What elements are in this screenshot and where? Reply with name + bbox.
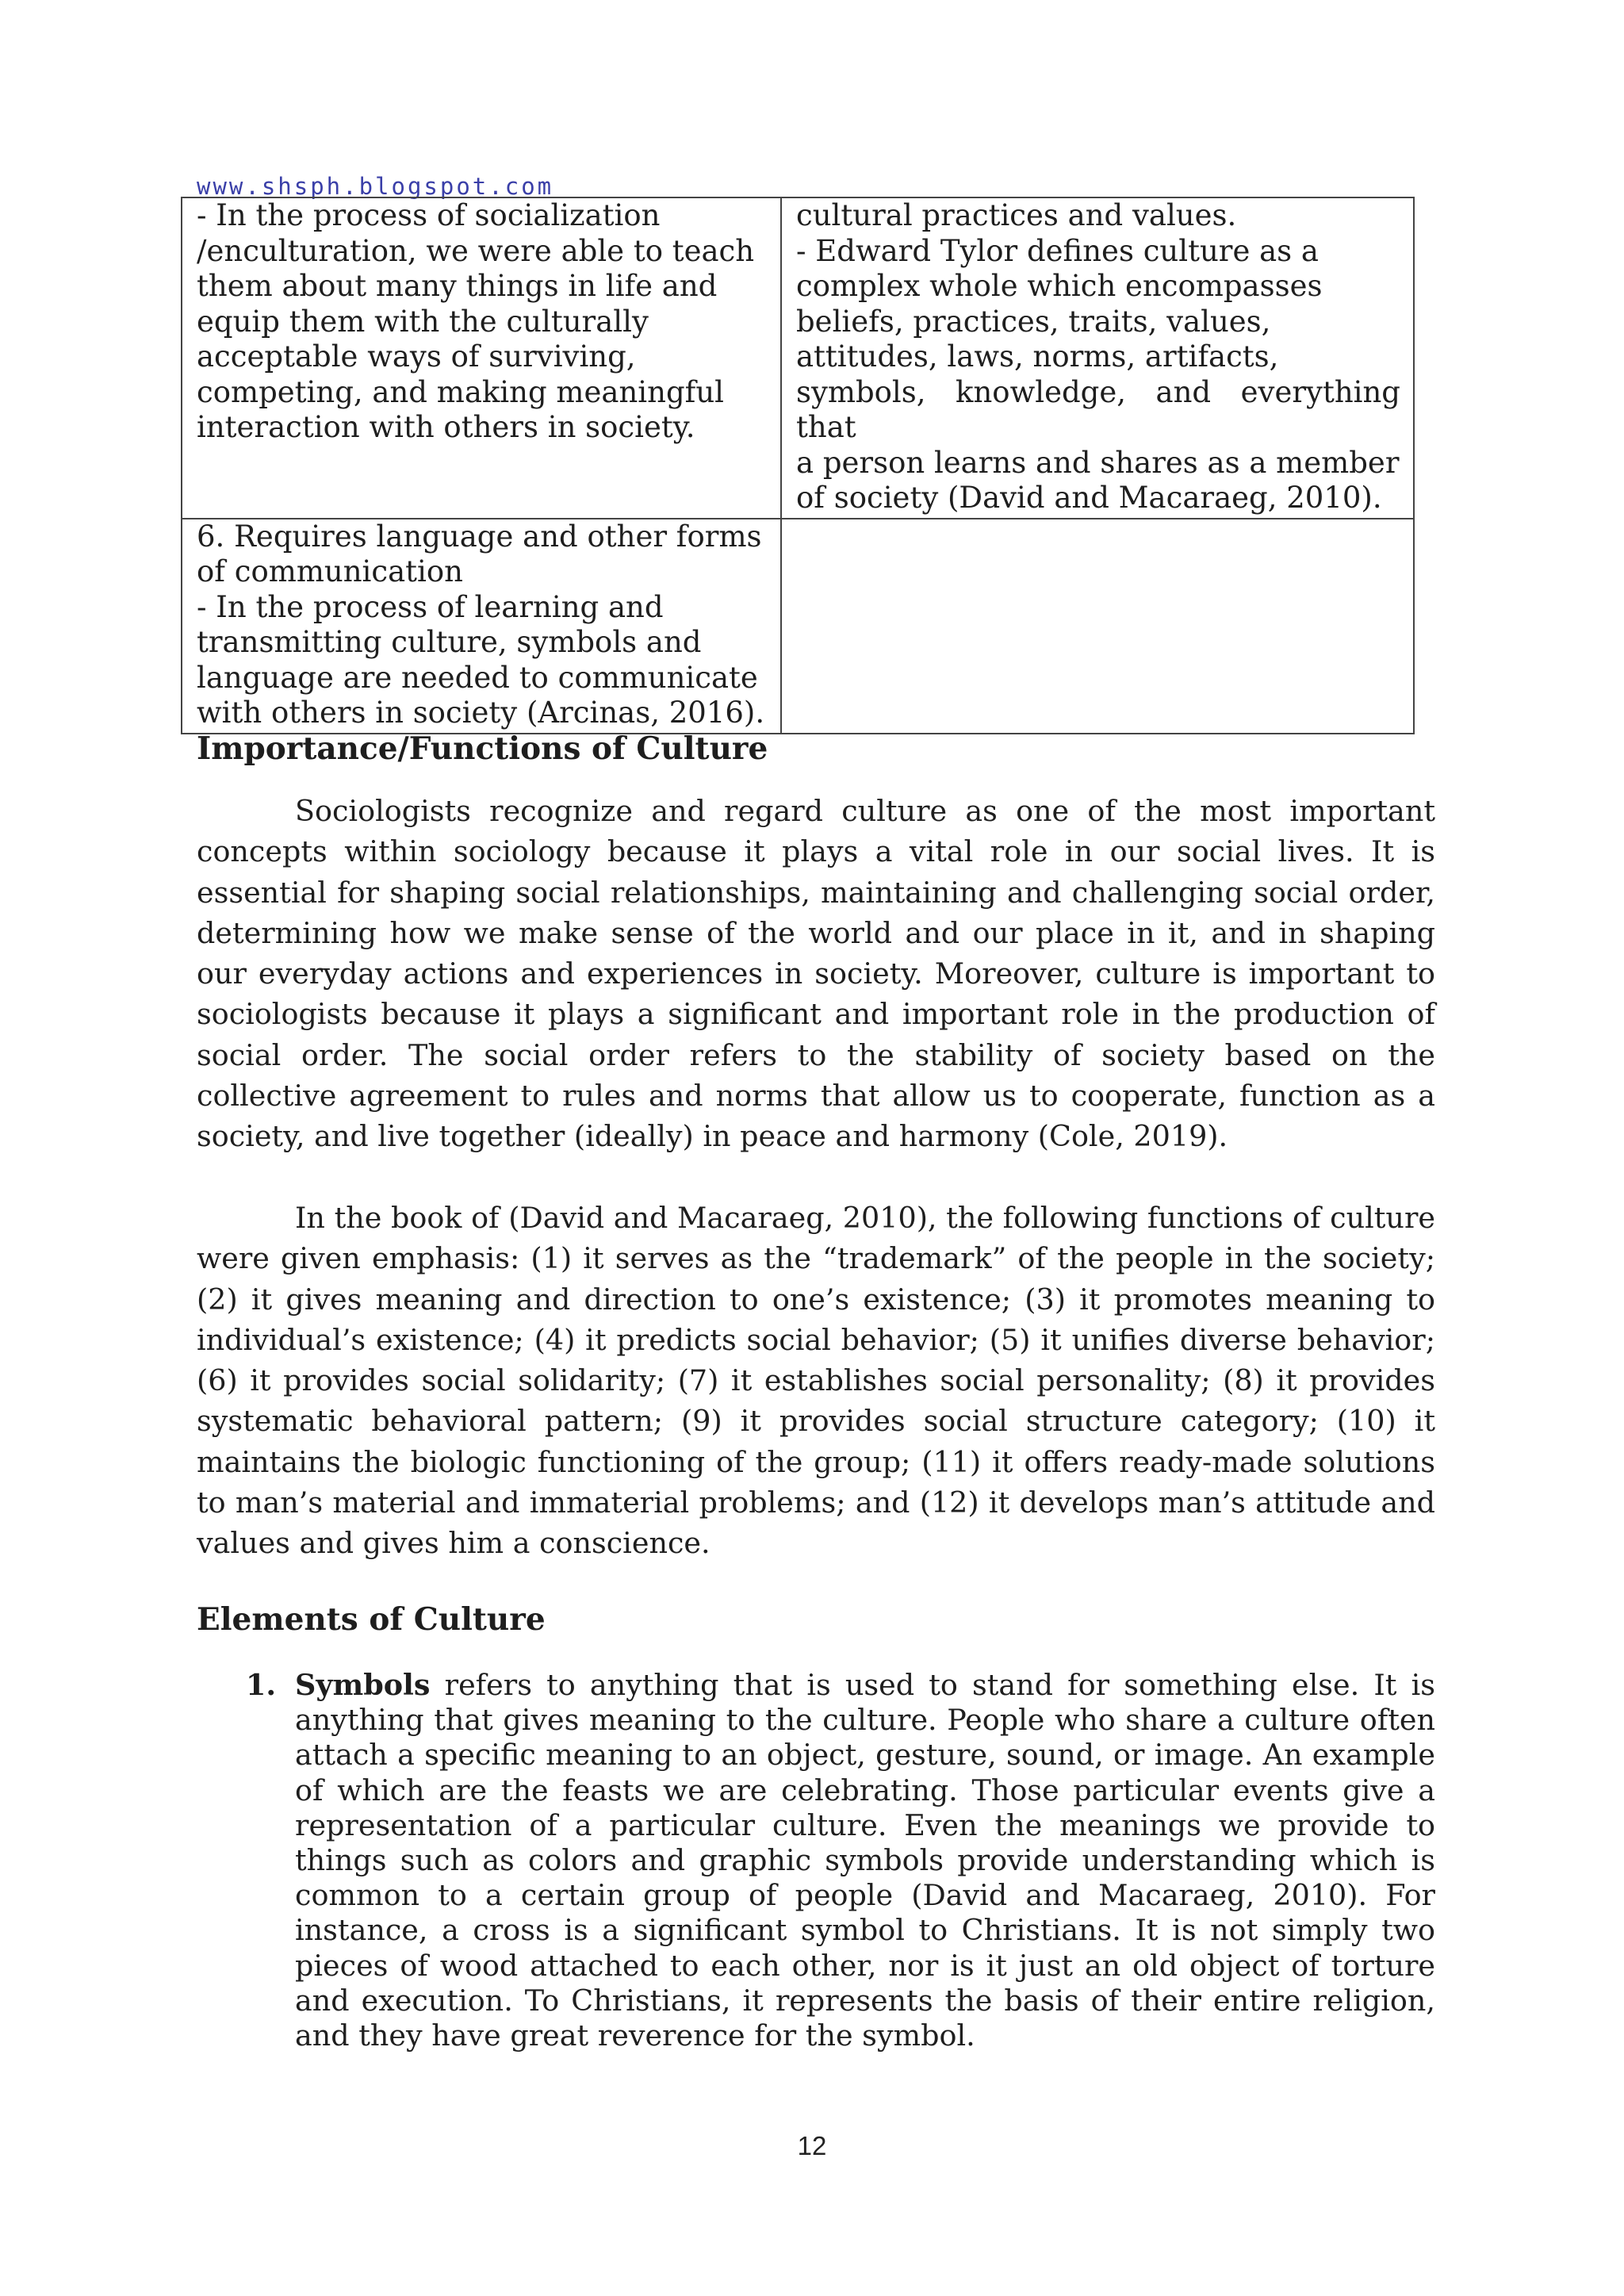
cell-line: - In the process of learning and (197, 589, 664, 624)
cell-line: transmitting culture, symbols and (197, 625, 702, 659)
table-row (182, 519, 1414, 734)
cell-line: acceptable ways of surviving, (197, 339, 636, 374)
table-row (182, 197, 1414, 519)
cell-line: - Edward Tylor defines culture as a (796, 233, 1319, 268)
importance-paragraph-1: Sociologists recognize and regard culture as one of the most important concepts within sociology because it plays a vital role in our social lives. It is essential for shaping social relationships, maintaining and challenging social order, determining how we make sense of the world and our place in it, and in shaping our everyday actions and experiences in society. Moreover, culture is important to sociologists because it plays a significant and important role in the production of social order. The social order refers to the stability of society based on the collective agreement to rules and norms that allow us to cooperate, function as a society, and live together (ideally) in peace and harmony (Cole, 2019). (197, 794, 1435, 1154)
elements-list (197, 1668, 1435, 2053)
cell-line: - In the process of socialization (197, 198, 661, 232)
cell-line: equip them with the culturally (197, 304, 649, 339)
cell-line: language are needed to communicate (197, 660, 758, 695)
cell-line: attitudes, laws, norms, artifacts, (796, 339, 1279, 374)
page-number: 12 (797, 2131, 827, 2160)
cell-line: of society (David and Macaraeg, 2010). (796, 481, 1382, 515)
element-description: refers to anything that is used to stand for something else. It is anything that gives meaning to the culture. People who share a culture often attach a specific meaning to an object, gesture, sound, or image. An example of which are the feasts we are celebrating. Those particular events give a representation of a particular culture. Even the meanings we provide to things such as colors and graphic symbols provide understanding which is common to a certain group of people (David and Macaraeg, 2010). For instance, a cross is a significant symbol to Christians. It is not simply two pieces of wood attached to each other, nor is it just an old object of torture and execution. To Christians, it represents the basis of their entire religion, and they have great reverence for the symbol. (295, 1668, 1435, 2053)
section-heading-importance: Importance/Functions of Culture (197, 730, 768, 767)
table-cell-right-empty (781, 519, 1414, 734)
cell-line: interaction with others in society. (197, 410, 695, 444)
importance-paragraph-2: In the book of (David and Macaraeg, 2010), the following functions of culture were given emphasis: (1) it serves as the “trademark” of the people in the society; (2) it gives meaning and direction to one’s existence; (3) it promotes meaning to individual’s existence; (4) it predicts social behavior; (5) it unifies diverse behavior; (6) it provides social solidarity; (7) it establishes social personality; (8) it provides systematic behavioral pattern; (9) it provides social structure category; (10) it maintains the biologic functioning of the group; (11) it offers ready-made solutions to man’s material and immaterial problems; and (12) it develops man’s attitude and values and gives him a conscience. (197, 1201, 1435, 1561)
section-heading-elements: Elements of Culture (197, 1601, 546, 1638)
cell-line: symbols, knowledge, and everything that (796, 374, 1400, 444)
cell-line: cultural practices and values. (796, 198, 1237, 232)
watermark-url: www.shsph.blogspot.com (197, 173, 554, 200)
list-item-symbols (197, 1668, 1435, 2053)
list-number: 1. (246, 1668, 277, 1702)
cell-line: 6. Requires language and other forms (197, 519, 762, 554)
continued-characteristics-table (181, 197, 1415, 734)
cell-line: competing, and making meaningful (197, 374, 724, 409)
cell-line: complex whole which encompasses (796, 269, 1323, 303)
cell-line: beliefs, practices, traits, values, (796, 304, 1271, 339)
cell-line: /enculturation, we were able to teach (197, 233, 755, 268)
cell-line: with others in society (Arcinas, 2016). (197, 696, 765, 730)
cell-line: of communication (197, 554, 463, 588)
table-cell-left (182, 519, 781, 734)
cell-line: them about many things in life and (197, 269, 718, 303)
element-term: Symbols (295, 1668, 431, 1702)
table-cell-right (781, 197, 1414, 519)
table-cell-left (182, 197, 781, 519)
cell-line: a person learns and shares as a member (796, 445, 1400, 480)
